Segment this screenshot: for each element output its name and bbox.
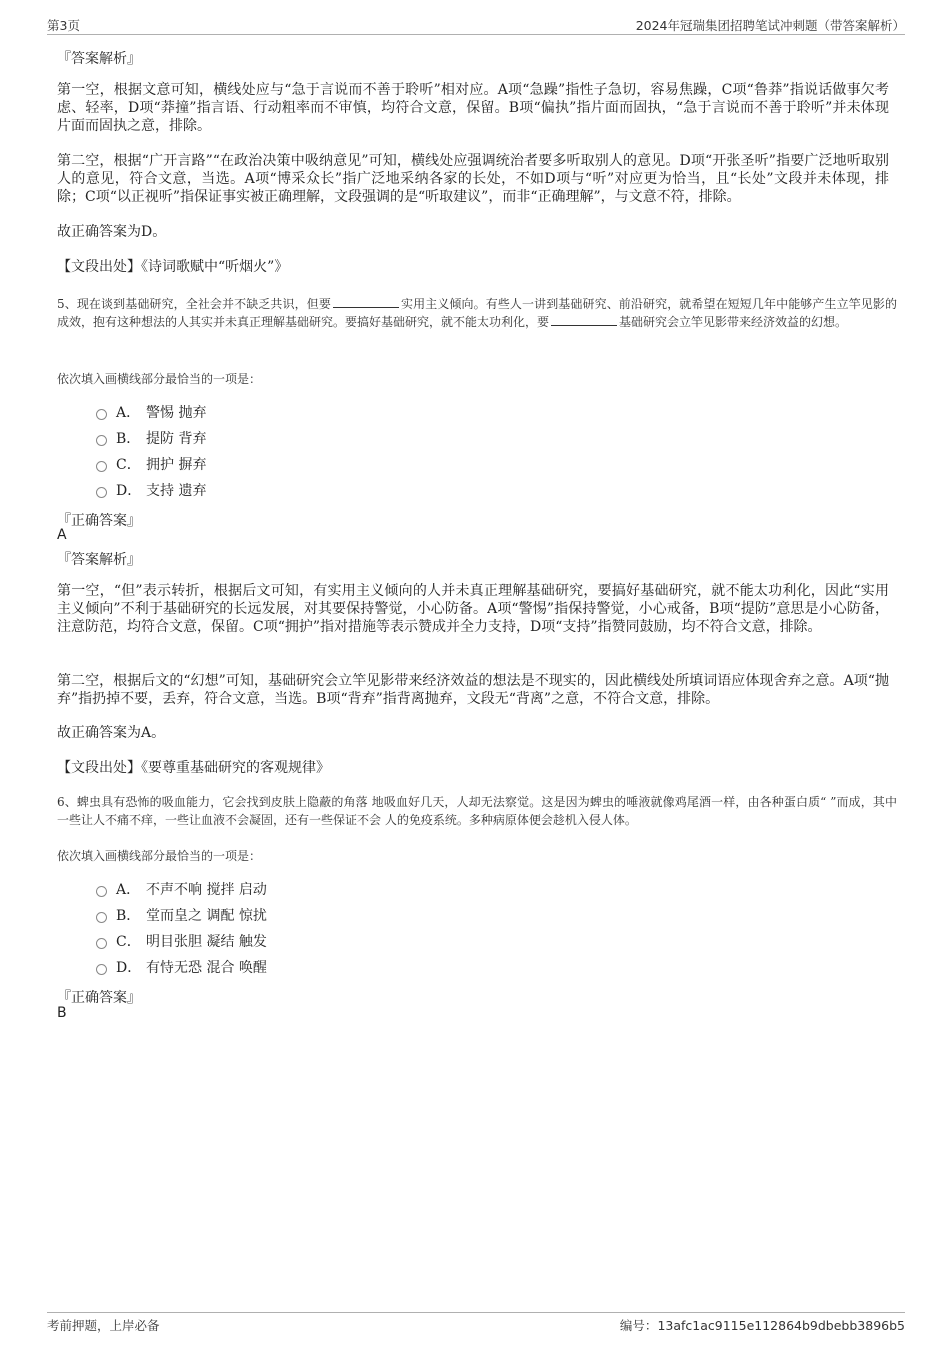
q5-correct-label: 『正确答案』 bbox=[57, 513, 141, 529]
q5-prompt: 依次填入画横线部分最恰当的一项是： bbox=[57, 372, 262, 386]
q6-correct-answer: B bbox=[57, 1005, 67, 1021]
document-title: 2024年冠瑞集团招聘笔试冲刺题（带答案解析） bbox=[635, 18, 905, 33]
blank-line bbox=[333, 297, 399, 308]
q4-analysis-label: 『答案解析』 bbox=[57, 51, 141, 67]
q5-conclusion: 故正确答案为A。 bbox=[57, 725, 166, 741]
q6-option-d[interactable]: D． 有恃无恐 混合 唤醒 bbox=[96, 957, 267, 977]
q6-prompt: 依次填入画横线部分最恰当的一项是： bbox=[57, 849, 262, 863]
q5-option-c[interactable]: C． 拥护 摒弃 bbox=[96, 454, 206, 474]
q6-question-text: 6、蜱虫具有恐怖的吸血能力，它会找到皮肤上隐蔽的角落 地吸血好几天，人却无法察觉。这是因为蜱虫的唾液就像鸡尾酒一样，由各种蛋白质“ ”而成，其中一些让人不痛不痒，一些让血液不会凝固，还有一些保证不会 人的免疫系统。多种病原体便会趁机入侵人体。 bbox=[57, 795, 897, 827]
q4-source: 【文段出处】《诗词歌赋中“听烟火”》 bbox=[57, 259, 289, 275]
q5-analysis-p1: 第一空，“但”表示转折，根据后文可知，有实用主义倾向的人并未真正理解基础研究，要搞好基础研究，就不能太功利化，因此“实用主义倾向”不利于基础研究的长远发展，对其要保持警觉，小心防备。A项“警惕”指保持警觉，小心戒备，B项“提防”意思是小心防备，注意防范，均符合文意，保留。C项“拥护”指对措施等表示赞成并全力支持，D项“支持”指赞同鼓励，均不符合文意，排除。 bbox=[57, 583, 889, 635]
radio-icon[interactable] bbox=[96, 964, 107, 975]
radio-icon[interactable] bbox=[96, 487, 107, 498]
radio-icon[interactable] bbox=[96, 886, 107, 897]
q6-correct-label: 『正确答案』 bbox=[57, 990, 141, 1006]
q5-option-d[interactable]: D． 支持 遗弃 bbox=[96, 480, 206, 500]
page-header bbox=[47, 14, 905, 35]
radio-icon[interactable] bbox=[96, 912, 107, 923]
q4-analysis-p1: 第一空，根据文意可知，横线处应与“急于言说而不善于聆听”相对应。A项“急躁”指性子急切，容易焦躁，C项“鲁莽”指说话做事欠考虑、轻率，D项“莽撞”指言语、行动粗率而不审慎，均符合文意，保留。B项“偏执”指片面而固执，“急于言说而不善于聆听”并未体现片面而固执之意，排除。 bbox=[57, 82, 889, 134]
q5-correct-answer: A bbox=[57, 527, 67, 543]
q5-option-a[interactable]: A． 警惕 抛弃 bbox=[96, 402, 206, 422]
radio-icon[interactable] bbox=[96, 461, 107, 472]
q4-analysis-p2: 第二空，根据“广开言路”“在政治决策中吸纳意见”可知，横线处应强调统治者要多听取别人的意见。D项“开张圣听”指要广泛地听取别人的意见，符合文意，当选。A项“博采众长”指广泛地采纳各家的长处，不如D项与“听”对应更为恰当，且“长处”文段并未体现，排除；C项“以正视听”指保证事实被正确理解，文段强调的是“听取建议”，而非“正确理解”，与文意不符，排除。 bbox=[57, 153, 889, 205]
q5-analysis-label: 『答案解析』 bbox=[57, 552, 141, 568]
q4-conclusion: 故正确答案为D。 bbox=[57, 224, 167, 240]
q6-option-b[interactable]: B． 堂而皇之 调配 惊扰 bbox=[96, 905, 267, 925]
q6-option-a[interactable]: A． 不声不响 搅拌 启动 bbox=[96, 879, 267, 899]
q6-option-c[interactable]: C． 明目张胆 凝结 触发 bbox=[96, 931, 267, 951]
q5-source: 【文段出处】《要尊重基础研究的客观规律》 bbox=[57, 760, 330, 776]
footer-slogan: 考前押题，上岸必备 bbox=[47, 1318, 160, 1333]
radio-icon[interactable] bbox=[96, 938, 107, 949]
footer-code: 编号：13afc1ac9115e112864b9dbebb3896b5 bbox=[619, 1318, 905, 1333]
q5-option-b[interactable]: B． 提防 背弃 bbox=[96, 428, 206, 448]
q5-analysis-p2: 第二空，根据后文的“幻想”可知，基础研究会立竿见影带来经济效益的想法是不现实的，因此横线处所填词语应体现舍弃之意。A项“抛弃”指扔掉不要，丢弃，符合文意，当选。B项“背弃”指背离抛弃，文段无“背离”之意，不符合文意，排除。 bbox=[57, 673, 889, 707]
page-footer bbox=[47, 1312, 905, 1335]
blank-line bbox=[551, 315, 617, 326]
page-number: 第3页 bbox=[47, 18, 80, 33]
q5-question-text: 5、现在谈到基础研究，全社会并不缺乏共识，但要 实用主义倾向。有些人一讲到基础研究、前沿研究，就希望在短短几年中能够产生立竿见影的成效，抱有这种想法的人其实并未真正理解基础研究。要搞好基础研究，就不能太功利化，要 基础研究会立竿见影带来经济效益的幻想。 bbox=[57, 297, 897, 329]
radio-icon[interactable] bbox=[96, 435, 107, 446]
radio-icon[interactable] bbox=[96, 409, 107, 420]
